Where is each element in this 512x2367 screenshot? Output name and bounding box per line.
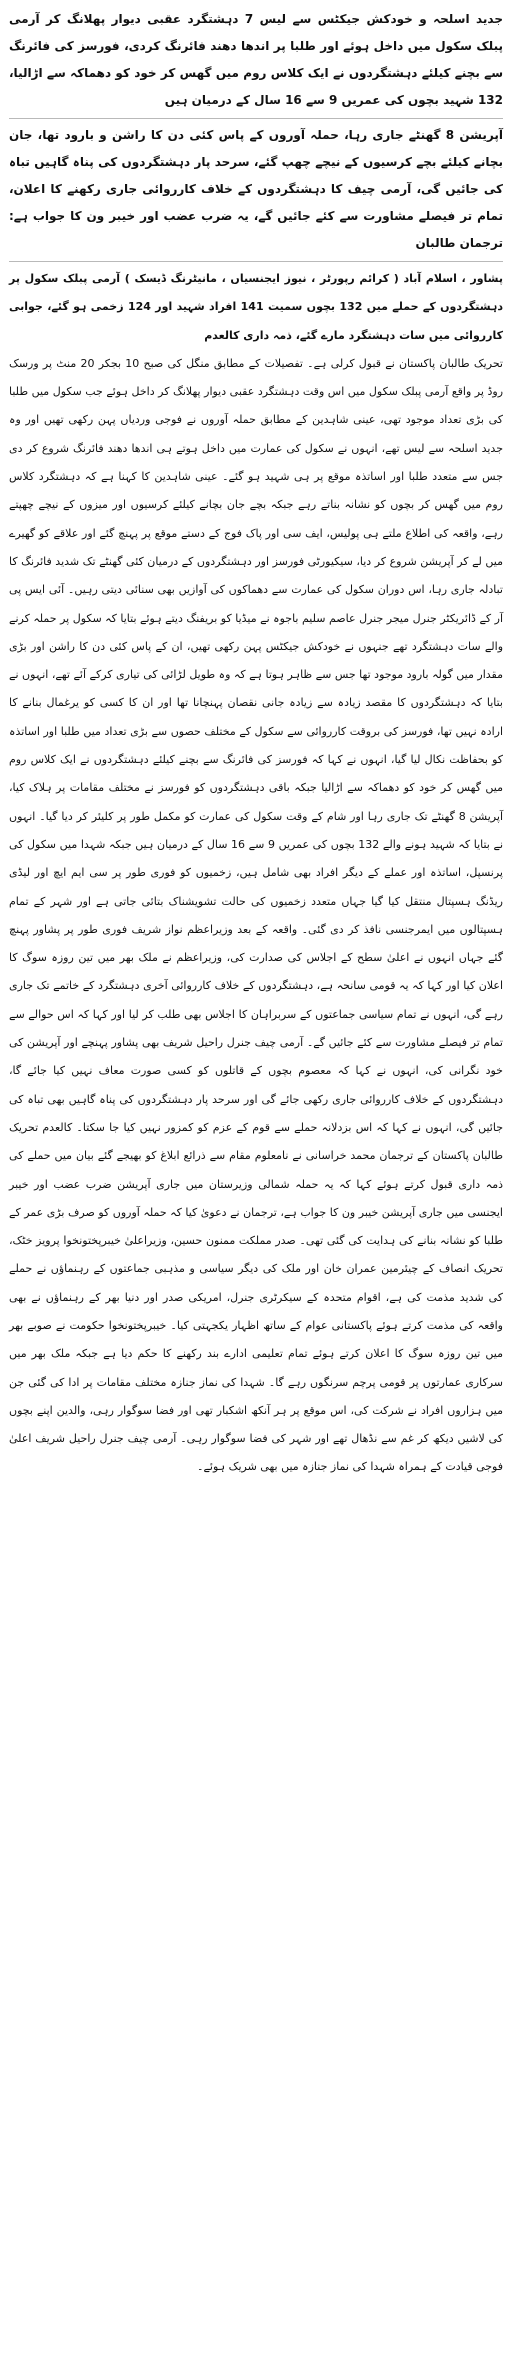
article-body: تحریک طالبان پاکستان نے قبول کرلی ہے۔ تفصیلات کے مطابق منگل کی صبح 10 بجکر 20 منٹ پر ورسک روڈ پر واقع آرمی پبلک سکول میں اس وقت دہشتگرد عقبی دیوار پھلانگ کر داخل ہوئے جب سکول میں طلبا کی بڑی تعداد موجود تھی، عینی شاہدین کے مطابق حملہ آوروں نے فوجی وردیاں پہن رکھی تھیں اور وہ جدید اسلحہ سے لیس تھے، انہوں نے سکول کی عمارت میں داخل ہوتے ہی اندھا دھند فائرنگ شروع کر دی جس سے متعدد طلبا اور اساتذہ موقع پر ہی شہید ہو گئے۔ عینی شاہدین کا کہنا ہے کہ دہشتگرد کلاس روم میں گھس کر بچوں کو نشانہ بناتے رہے جبکہ بچے جان بچانے کیلئے کرسیوں اور میزوں کے نیچے چھپتے رہے، واقعہ کی اطلاع ملتے ہی پولیس، ایف سی اور پاک فوج کے دستے موقع پر پہنچ گئے اور علاقے کو گھیرے میں لے کر آپریشن شروع کر دیا، سیکیورٹی فورسز اور دہشتگردوں کے درمیان کئی گھنٹے تک شدید فائرنگ کا تبادلہ جاری رہا، اس دوران سکول کی عمارت سے دھماکوں کی آوازیں بھی سنائی دیتی رہیں۔ آئی ایس پی آر کے ڈائریکٹر جنرل میجر جنرل عاصم سلیم باجوہ نے میڈیا کو بریفنگ دیتے ہوئے بتایا کہ سکول پر حملہ کرنے والے سات دہشتگرد تھے جنہوں نے خودکش جیکٹس پہن رکھی تھیں، ان کے پاس کئی دن کا راشن اور بڑی مقدار میں گولہ بارود موجود تھا جس سے ظاہر ہوتا ہے کہ وہ طویل لڑائی کی تیاری کرکے آئے تھے، انہوں نے بتایا کہ دہشتگردوں کا مقصد زیادہ سے زیادہ جانی نقصان پہنچانا تھا اور ان کا کسی کو یرغمال بنانے کا ارادہ نہیں تھا، فورسز کی بروقت کارروائی سے سکول کے مختلف حصوں سے بڑی تعداد میں طلبا اور اساتذہ کو بحفاظت نکال لیا گیا، انہوں نے کہا کہ فورسز کی فائرنگ سے بچنے کیلئے دہشتگردوں نے ایک کلاس روم میں گھس کر خود کو دھماکہ سے اڑالیا جبکہ باقی دہشتگردوں کو فورسز نے مختلف مقامات پر ہلاک کیا، آپریشن 8 گھنٹے تک جاری رہا اور شام کے وقت سکول کی عمارت کو مکمل طور پر کلیئر کر دیا گیا۔ انہوں نے بتایا کہ شہید ہونے والے 132 بچوں کی عمریں 9 سے 16 سال کے درمیان ہیں جبکہ شہدا میں سکول کی پرنسپل، اساتذہ اور عملے کے دیگر افراد بھی شامل ہیں، زخمیوں کو فوری طور پر سی ایم ایچ اور لیڈی ریڈنگ ہسپتال منتقل کیا گیا جہاں متعدد زخمیوں کی حالت تشویشناک بتائی جاتی ہے اور شہر کے تمام ہسپتالوں میں ایمرجنسی نافذ کر دی گئی۔ واقعہ کے بعد وزیراعظم نواز شریف فوری طور پر پشاور پہنچ گئے جہاں انہوں نے اعلیٰ سطح کے اجلاس کی صدارت کی، وزیراعظم نے ملک بھر میں تین روزہ سوگ کا اعلان کیا اور کہا کہ یہ قومی سانحہ ہے، دہشتگردوں کے خلاف کارروائی آخری دہشتگرد کے خاتمے تک جاری رہے گی، انہوں نے تمام سیاسی جماعتوں کے سربراہان کا اجلاس بھی طلب کر لیا اور کہا کہ اس حوالے سے تمام تر فیصلے مشاورت سے کئے جائیں گے۔ آرمی چیف جنرل راحیل شریف بھی پشاور پہنچے اور آپریشن کی خود نگرانی کی، انہوں نے کہا کہ معصوم بچوں کے قاتلوں کو کسی صورت معاف نہیں کیا جائے گا، دہشتگردوں کے خلاف کارروائی جاری رکھی جائے گی اور سرحد پار دہشتگردوں کی پناہ گاہیں بھی تباہ کی جائیں گی، انہوں نے کہا کہ اس بزدلانہ حملے سے قوم کے عزم کو کمزور نہیں کیا جا سکتا۔ کالعدم تحریک طالبان پاکستان کے ترجمان محمد خراسانی نے نامعلوم مقام سے ذرائع ابلاغ کو بھیجے گئے بیان میں حملے کی ذمہ داری قبول کرتے ہوئے کہا کہ یہ حملہ شمالی وزیرستان میں جاری آپریشن ضرب عضب اور خیبر ایجنسی میں جاری آپریشن خیبر ون کا جواب ہے، ترجمان نے دعویٰ کیا کہ حملہ آوروں کو صرف بڑی عمر کے طلبا کو نشانہ بنانے کی ہدایت کی گئی تھی۔ صدر مملکت ممنون حسین، وزیراعلیٰ خیبرپختونخوا پرویز خٹک، تحریک انصاف کے چیئرمین عمران خان اور ملک کی دیگر سیاسی و مذہبی جماعتوں کے رہنماؤں نے حملے کی شدید مذمت کی ہے، اقوام متحدہ کے سیکرٹری جنرل، امریکی صدر اور دنیا بھر کے رہنماؤں نے بھی واقعہ کی مذمت کرتے ہوئے پاکستانی عوام کے ساتھ اظہار یکجہتی کیا۔ خیبرپختونخوا حکومت نے صوبے بھر میں تین روزہ سوگ کا اعلان کرتے ہوئے تمام تعلیمی ادارے بند رکھنے کا حکم دیا ہے جبکہ ملک بھر میں سرکاری عمارتوں پر قومی پرچم سرنگوں رہے گا۔ شہدا کی نماز جنازہ مختلف مقامات پر ادا کی گئی جن میں ہزاروں افراد نے شرکت کی، اس موقع پر ہر آنکھ اشکبار تھی اور فضا سوگوار رہی، والدین اپنے بچوں کی لاشیں دیکھ کر غم سے نڈھال تھے اور شہر کی فضا سوگوار رہی۔ آرمی چیف جنرل راحیل شریف اعلیٰ فوجی قیادت کے ہمراہ شہدا کی نماز جنازہ میں بھی شریک ہوئے۔ [9,356,504,1474]
article-dateline: پشاور ، اسلام آباد ( کرائم رپورٹر ، نیوز ایجنسیاں ، مانیٹرنگ ڈیسک ) آرمی پبلک سکول پر دہشتگردوں کے حملے میں 132 بچوں سمیت 141 افراد شہید اور 124 زخمی ہو گئے، جوابی کارروائی میں سات دہشتگرد مارے گئے، ذمہ داری کالعدم [9,272,503,342]
subhead-divider [9,261,503,262]
article-headline: جدید اسلحہ و خودکش جیکٹس سے لیس 7 دہشتگرد عقبی دیوار پھلانگ کر آرمی پبلک سکول میں داخل ہوئے اور طلبا پر اندھا دھند فائرنگ کردی، فورسز کی فائرنگ سے بچنے کیلئے دہشتگردوں نے ایک کلاس روم میں گھس کر خود کو دھماکہ سے اڑالیا، 132 شہید بچوں کی عمریں 9 سے 16 سال کے درمیان ہیں [9,12,503,107]
headline-divider [9,118,503,119]
article-subhead: آپریشن 8 گھنٹے جاری رہا، حملہ آوروں کے پاس کئی دن کا راشن و بارود تھا، جان بچانے کیلئے بچے کرسیوں کے نیچے چھپ گئے، سرحد پار دہشتگردوں کی پناہ گاہیں تباہ کی جائیں گی، آرمی چیف کا دہشتگردوں کے خلاف کارروائی جاری رکھنے کا اعلان، تمام تر فیصلے مشاورت سے کئے جائیں گے، یہ ضرب عضب اور خیبر ون کا جواب ہے: ترجمان طالبان [9,128,503,250]
